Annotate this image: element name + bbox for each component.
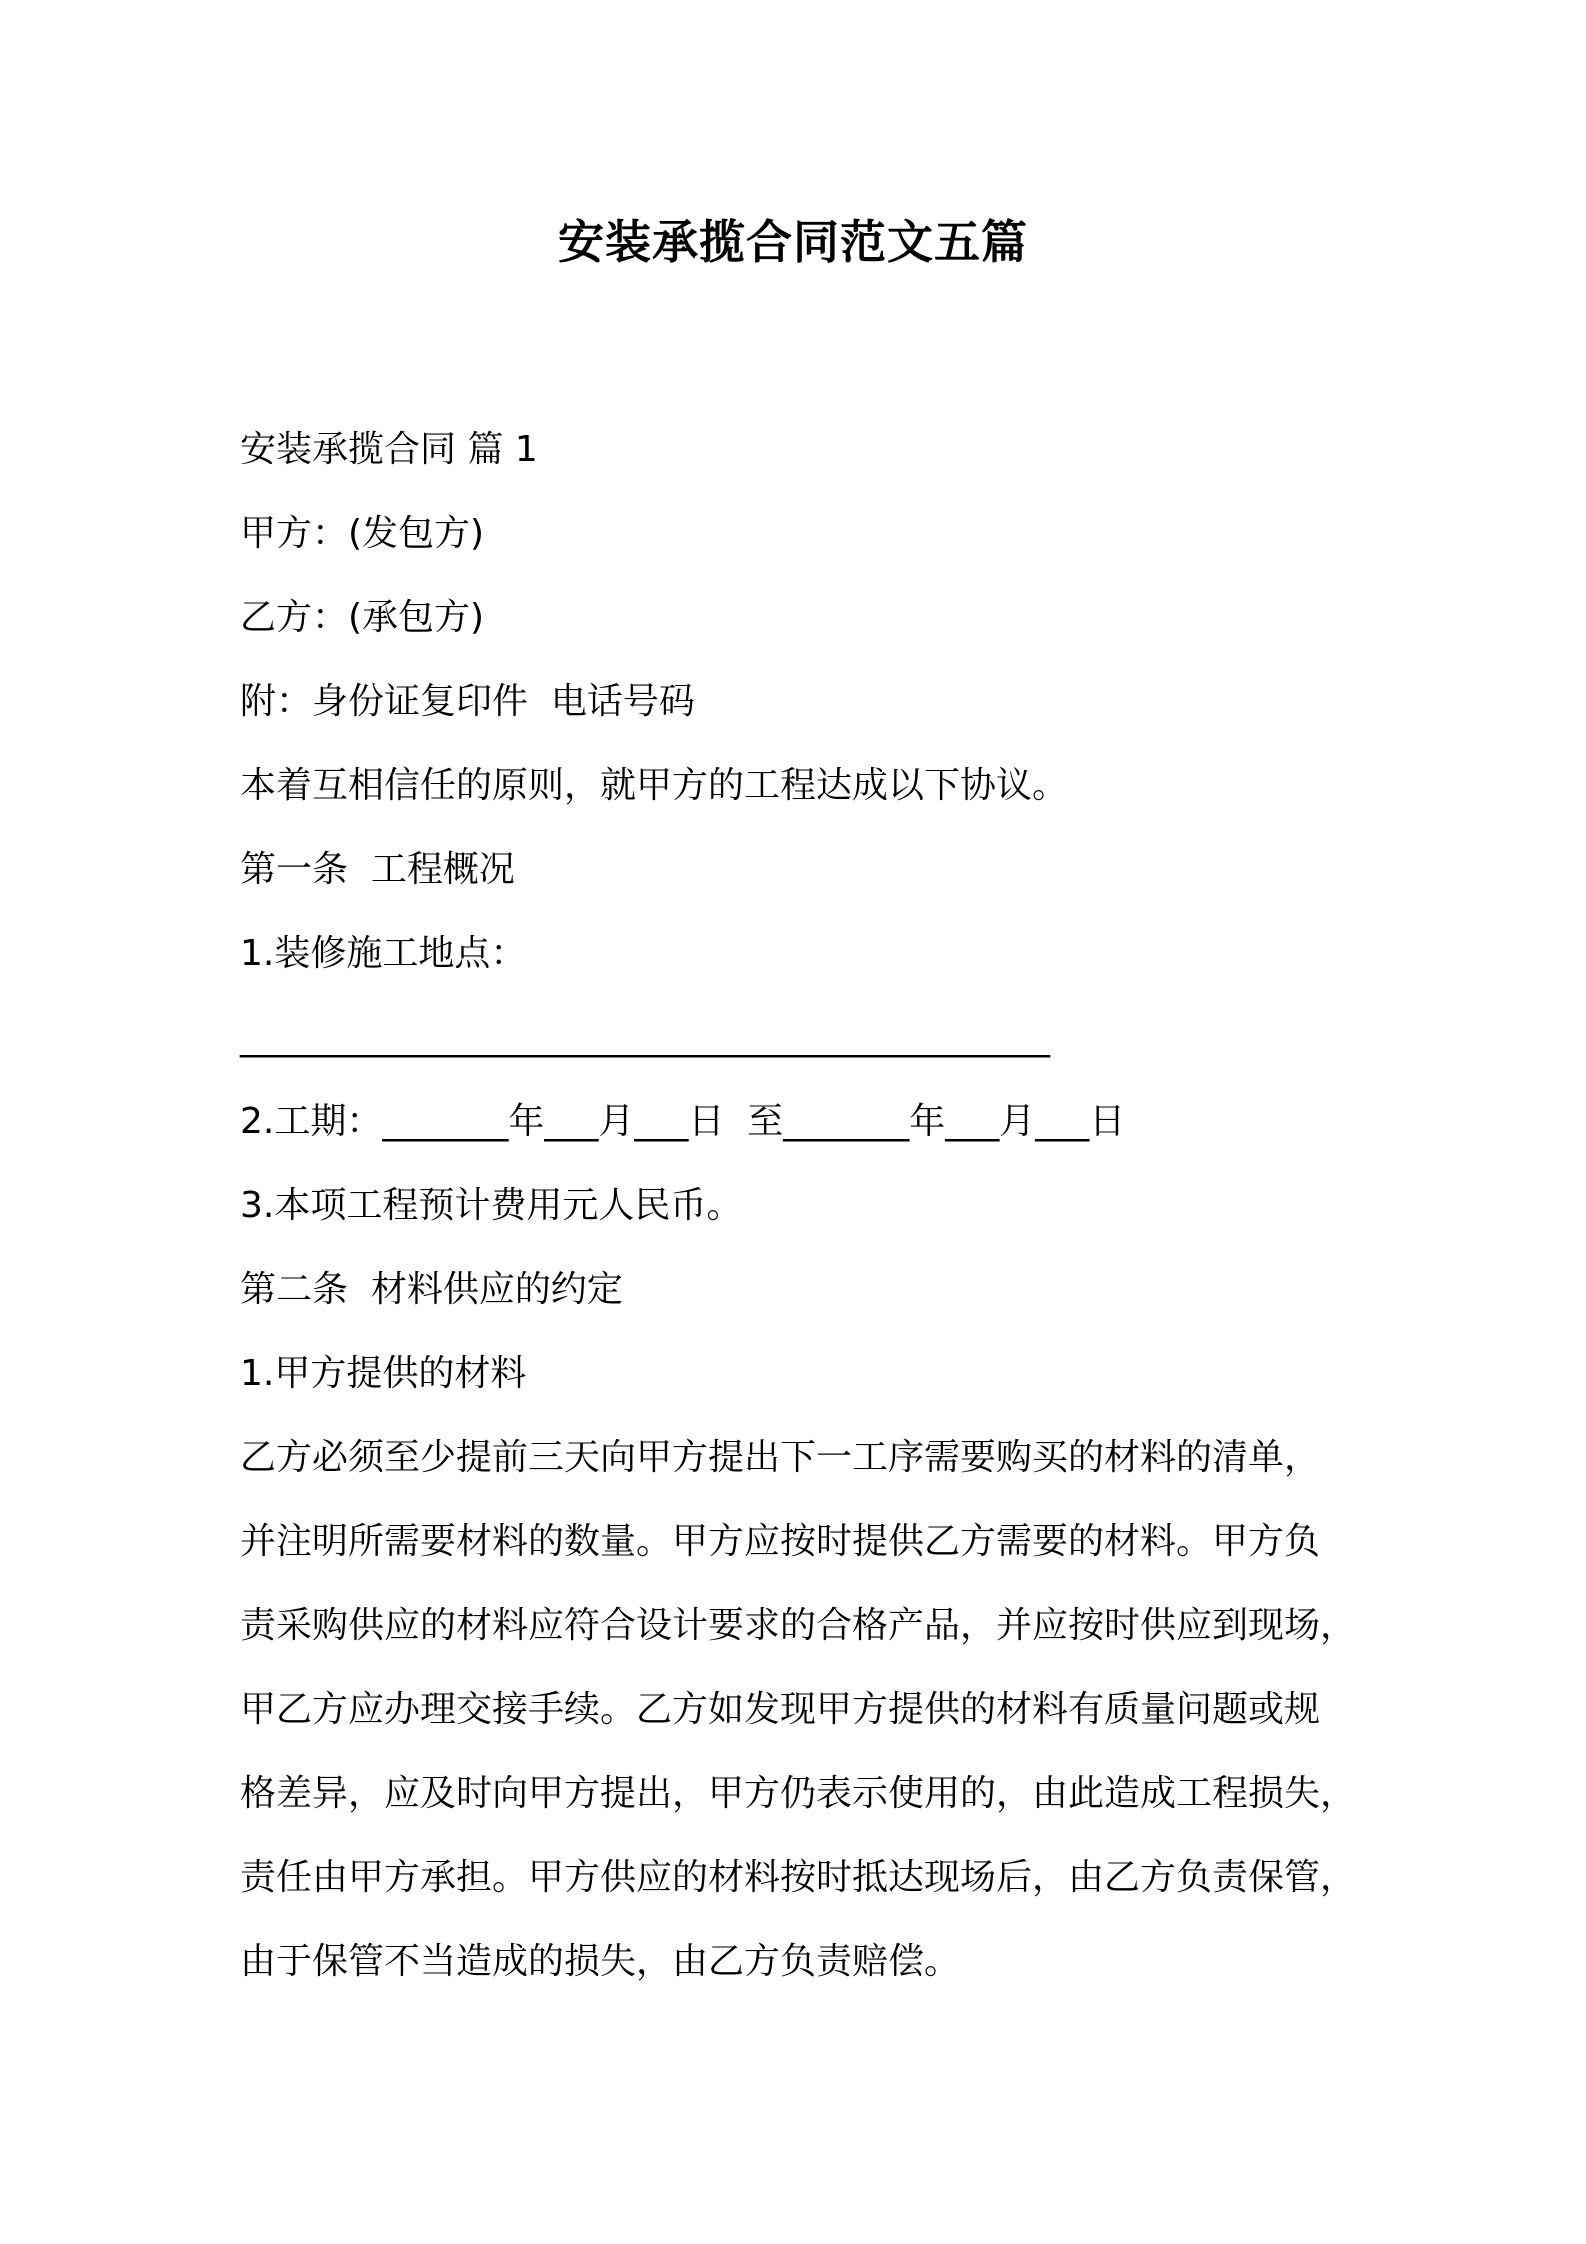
document-title: 安装承揽合同范文五篇 xyxy=(558,215,1028,269)
party-a-line: 甲方：(发包方) xyxy=(240,513,485,554)
paragraph-line: 甲乙方应办理交接手续。乙方如发现甲方提供的材料有质量问题或规 xyxy=(240,1689,1321,1730)
attachment-line: 附：身份证复印件 电话号码 xyxy=(240,681,695,722)
construction-period-line: 2.工期：_______年___月___日 至_______年___月___日 xyxy=(240,1101,1126,1142)
paragraph-line: 并注明所需要材料的数量。甲方应按时提供乙方需要的材料。甲方负 xyxy=(240,1521,1321,1562)
document-body xyxy=(240,408,1370,2004)
paragraph-line: 格差异，应及时向甲方提出，甲方仍表示使用的，由此造成工程损失， xyxy=(240,1773,1357,1814)
materials-paragraph xyxy=(240,1416,1370,2004)
construction-site-label: 1.装修施工地点： xyxy=(240,933,527,974)
preamble-line: 本着互相信任的原则，就甲方的工程达成以下协议。 xyxy=(240,765,1069,806)
paragraph-line: 责采购供应的材料应符合设计要求的合格产品，并应按时供应到现场， xyxy=(240,1605,1357,1646)
materials-subheading: 1.甲方提供的材料 xyxy=(240,1353,527,1394)
paragraph-line: 由于保管不当造成的损失，由乙方负责赔偿。 xyxy=(240,1941,961,1982)
party-b-line: 乙方：(承包方) xyxy=(240,597,485,638)
paragraph-line: 责任由甲方承担。甲方供应的材料按时抵达现场后，由乙方负责保管， xyxy=(240,1857,1357,1898)
construction-site-blank: _____________________________________________ xyxy=(240,1017,1050,1058)
section-heading: 安装承揽合同 篇 1 xyxy=(240,429,538,470)
paragraph-line: 乙方必须至少提前三天向甲方提出下一工序需要购买的材料的清单， xyxy=(240,1437,1321,1478)
article-one-heading: 第一条 工程概况 xyxy=(240,849,515,890)
article-two-heading: 第二条 材料供应的约定 xyxy=(240,1269,623,1310)
estimated-cost-line: 3.本项工程预计费用元人民币。 xyxy=(240,1185,743,1226)
